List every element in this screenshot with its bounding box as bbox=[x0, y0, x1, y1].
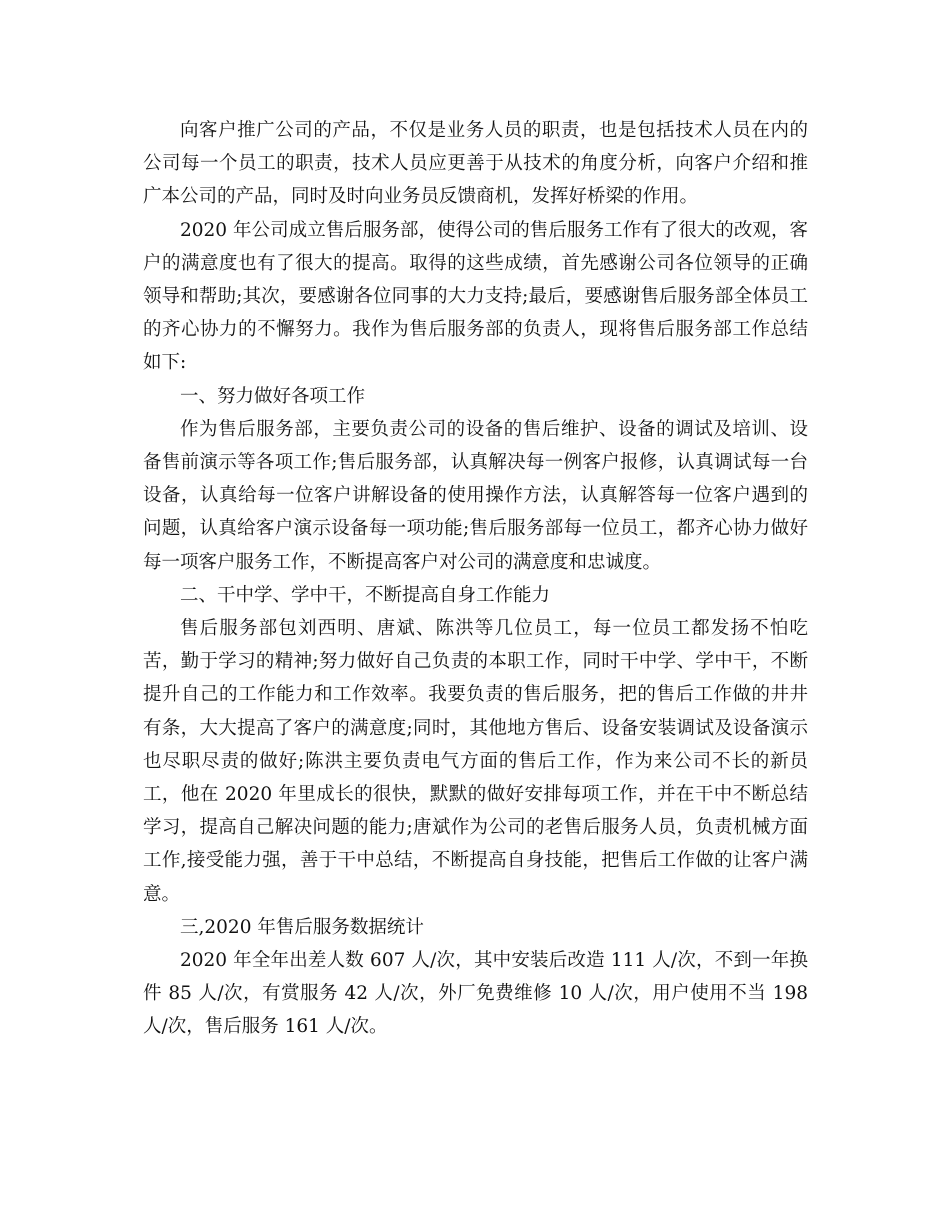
paragraph-section-1: 作为售后服务部，主要负责公司的设备的售后维护、设备的调试及培训、设备售前演示等各项工作;售后服务部，认真解决每一例客户报修，认真调试每一台设备，认真给每一位客户讲解设备的使用操作方法，认真解答每一位客户遇到的问题，认真给客户演示设备每一项功能;售后服务部每一位员工，都齐心协力做好每一项客户服务工作，不断提高客户对公司的满意度和忠诚度。 bbox=[143, 418, 808, 573]
section-heading-3: 三,2020 年售后服务数据统计 bbox=[180, 916, 424, 938]
paragraph-promotion: 向客户推广公司的产品，不仅是业务人员的职责，也是包括技术人员在内的公司每一个员工的职责，技术人员应更善于从技术的角度分析，向客户介绍和推广本公司的产品，同时及时向业务员反馈商机，发挥好桥梁的作用。 bbox=[143, 120, 808, 208]
paragraph-intro: 2020 年公司成立售后服务部，使得公司的售后服务工作有了很大的改观，客户的满意度也有了很大的提高。取得的这些成绩，首先感谢公司各位领导的正确领导和帮助;其次，要感谢各位同事的大力支持;最后，要感谢售后服务部全体员工的齐心协力的不懈努力。我作为售后服务部的负责人，现将售后服务部工作总结如下: bbox=[143, 219, 808, 374]
document-page bbox=[143, 114, 808, 1044]
paragraph-section-3: 2020 年全年出差人数 607 人/次，其中安装后改造 111 人/次，不到一年换件 85 人/次，有赏服务 42 人/次，外厂免费维修 10 人/次，用户使用不当 198 人/次，售后服务 161 人/次。 bbox=[143, 950, 808, 1038]
section-heading-2: 二、干中学、学中干，不断提高自身工作能力 bbox=[180, 584, 551, 606]
section-heading-1: 一、努力做好各项工作 bbox=[180, 385, 366, 407]
paragraph-section-2: 售后服务部包刘西明、唐斌、陈洪等几位员工，每一位员工都发扬不怕吃苦，勤于学习的精神;努力做好自己负责的本职工作，同时干中学、学中干，不断提升自己的工作能力和工作效率。我要负责的售后服务，把的售后工作做的井井有条，大大提高了客户的满意度;同时，其他地方售后、设备安装调试及设备演示也尽职尽责的做好;陈洪主要负责电气方面的售后工作，作为来公司不长的新员工，他在 2020 年里成长的很快，默默的做好安排每项工作，并在干中不断总结学习，提高自己解决问题的能力;唐斌作为公司的老售后服务人员，负责机械方面工作,接受能力强，善于干中总结，不断提高自身技能，把售后工作做的让客户满意。 bbox=[143, 618, 808, 905]
